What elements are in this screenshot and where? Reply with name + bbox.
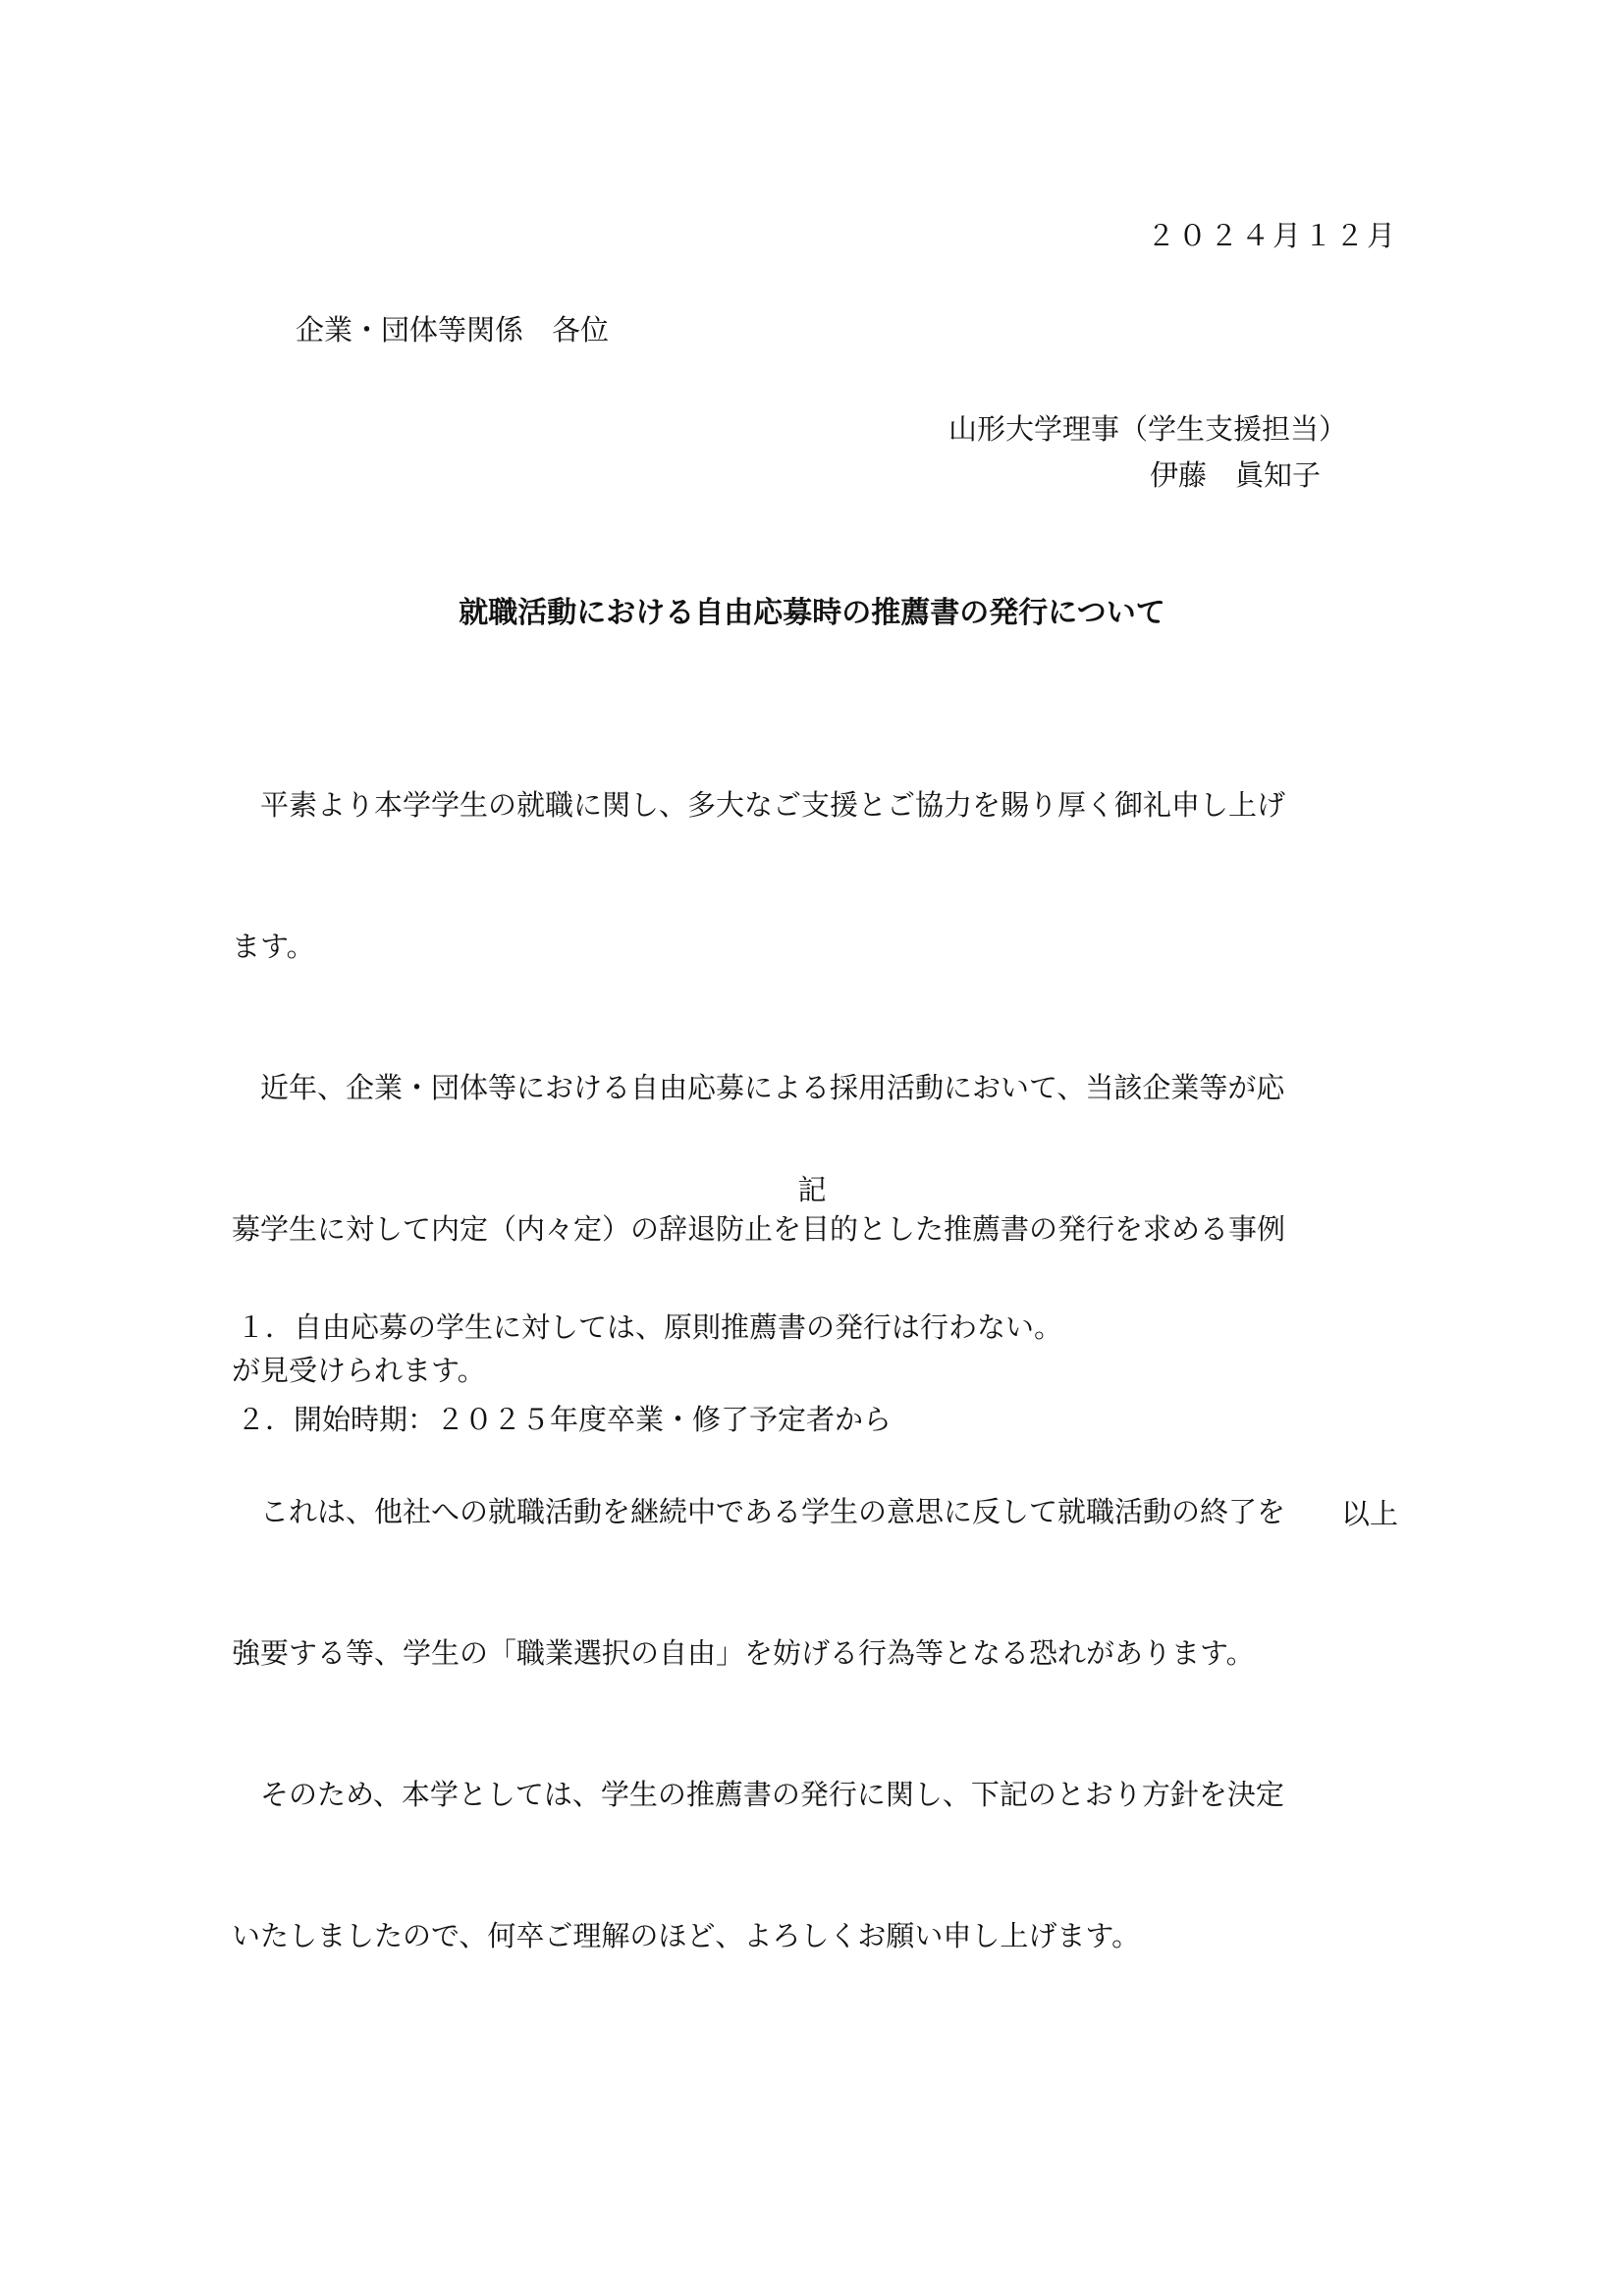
letter-date: ２０２４月１２月: [1146, 219, 1398, 252]
sender-name: 伊藤 眞知子: [1149, 458, 1321, 492]
policy-item-1: １．自由応募の学生に対しては、原則推薦書の発行は行わない。: [237, 1310, 1063, 1344]
letter-title: 就職活動における自由応募時の推薦書の発行について: [459, 596, 1165, 630]
policy-item-2: ２．開始時期：２０２５年度卒業・修了予定者から: [237, 1403, 893, 1436]
body-line: これは、他社への就職活動を継続中である学生の意思に反して就職活動の終了を: [232, 1495, 1286, 1528]
letter-body: [232, 687, 1392, 2054]
body-line: そのため、本学としては、学生の推薦書の発行に関し、下記のとおり方針を決定: [232, 1778, 1284, 1811]
notation-heading: 記: [797, 1173, 827, 1206]
body-line: 募学生に対して内定（内々定）の辞退防止を目的とした推薦書の発行を求める事例: [232, 1212, 1286, 1246]
closing-mark: 以上: [1340, 1497, 1398, 1530]
body-line: いたしましたので、何卒ご理解のほど、よろしくお願い申し上げます。: [232, 1919, 1141, 1952]
body-line: が見受けられます。: [232, 1354, 486, 1387]
letter-recipient: 企業・団体等関係 各位: [296, 313, 610, 347]
sender-organization: 山形大学理事（学生支援担当）: [947, 412, 1347, 446]
body-line: 近年、企業・団体等における自由応募による採用活動において、当該企業等が応: [232, 1071, 1285, 1104]
body-line: 平素より本学学生の就職に関し、多大なご支援とご協力を賜り厚く御礼申し上げ: [232, 788, 1286, 822]
body-line: ます。: [232, 930, 315, 963]
body-line: 強要する等、学生の「職業選択の自由」を妨げる行為等となる恐れがあります。: [232, 1636, 1255, 1670]
